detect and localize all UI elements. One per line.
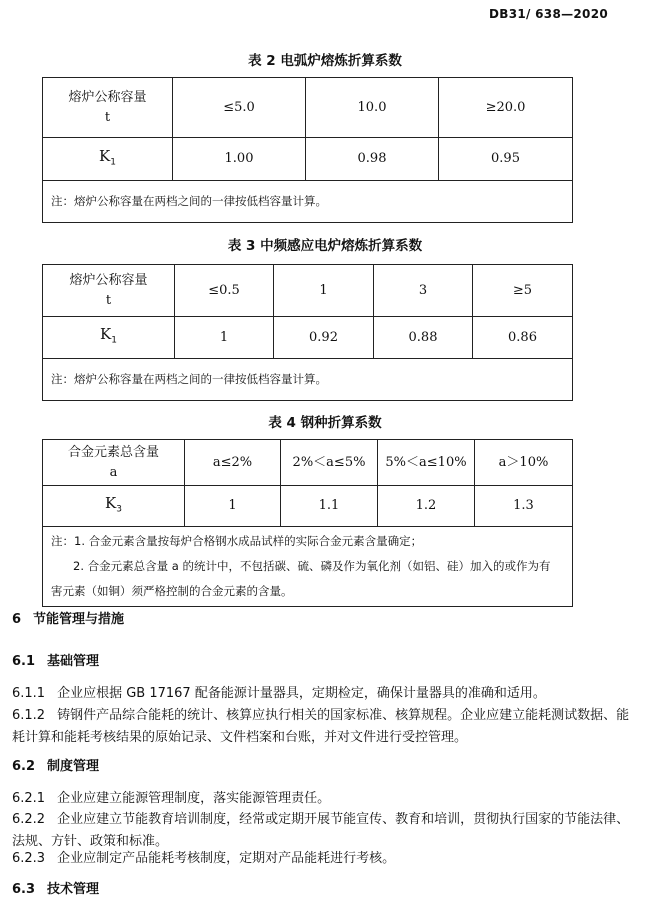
- row-header-alloy-content: 合金元素总含量 a: [43, 440, 185, 486]
- table-2-title: 表 2 电弧炉熔炼折算系数: [248, 53, 402, 69]
- document-code: DB31/ 638—2020: [488, 7, 608, 21]
- table-2: [42, 77, 573, 223]
- table-row: [43, 440, 573, 486]
- table-cell: 3: [374, 265, 473, 317]
- table-cell: 0.92: [274, 317, 374, 359]
- note-line: 2. 合金元素总含量 a 的统计中，不包括碳、硫、磷及作为氧化剂（如铝、硅）加入的或作为有: [73, 559, 551, 573]
- table-row: [43, 486, 573, 527]
- table-row: [43, 359, 573, 401]
- row-header-k1: $K_1$: [43, 317, 175, 359]
- row-header-capacity: 熔炉公称容量 t: [43, 265, 175, 317]
- note-line: 害元素（如铜）须严格控制的合金元素的含量。: [51, 584, 293, 598]
- table-cell: 2%＜a≤5%: [281, 440, 378, 486]
- clause-6-2-3: 6.2.3 企业应制定产品能耗考核制度，定期对产品能耗进行考核。: [12, 851, 396, 866]
- section-6-2-heading: 6.2 制度管理: [12, 759, 100, 774]
- table-4: [42, 439, 573, 607]
- section-6-heading: 6 节能管理与措施: [12, 612, 125, 627]
- table-cell: 1: [274, 265, 374, 317]
- clause-6-1-1: 6.1.1 企业应根据 GB 17167 配备能源计量器具，定期检定，确保计量器具的准确和适用。: [12, 686, 546, 701]
- table-3: [42, 264, 573, 401]
- table-row: [43, 265, 573, 317]
- table-cell: 5%＜a≤10%: [378, 440, 475, 486]
- table-cell: 1.00: [173, 138, 306, 181]
- table-cell: 0.98: [306, 138, 439, 181]
- clause-6-2-2: 6.2.2 企业应建立节能教育培训制度，经常或定期开展节能宣传、教育和培训，贯彻执行国家的节能法律、法规、方针、政策和标准。: [12, 812, 630, 849]
- table-row: [43, 317, 573, 359]
- section-6-3-heading: 6.3 技术管理: [12, 882, 100, 897]
- table-cell: a＞10%: [475, 440, 573, 486]
- table-row: [43, 78, 573, 138]
- table-cell: ≥5: [473, 265, 573, 317]
- table-note: [43, 527, 573, 607]
- table-note: 注：熔炉公称容量在两档之间的一律按低档容量计算。: [43, 359, 573, 401]
- table-note: 注：熔炉公称容量在两档之间的一律按低档容量计算。: [43, 181, 573, 223]
- table-cell: 1.2: [378, 486, 475, 527]
- table-cell: a≤2%: [185, 440, 281, 486]
- table-cell: ≥20.0: [439, 78, 573, 138]
- clause-6-1-2: 6.1.2 铸钢件产品综合能耗的统计、核算应执行相关的国家标准、核算规程。企业应建立能耗测试数据、能耗计算和能耗考核结果的原始记录、文件档案和台账，并对文件进行受控管理。: [12, 708, 630, 745]
- table-cell: 0.86: [473, 317, 573, 359]
- table-3-title: 表 3 中频感应电炉熔炼折算系数: [227, 238, 423, 254]
- table-4-title: 表 4 钢种折算系数: [268, 415, 382, 431]
- table-cell: 10.0: [306, 78, 439, 138]
- row-header-k1: $K_1$: [43, 138, 173, 181]
- row-header-capacity: 熔炉公称容量 t: [43, 78, 173, 138]
- table-cell: 1.3: [475, 486, 573, 527]
- table-row: [43, 527, 573, 607]
- table-row: [43, 138, 573, 181]
- table-cell: 1.1: [281, 486, 378, 527]
- table-cell: ≤0.5: [175, 265, 274, 317]
- table-cell: 0.88: [374, 317, 473, 359]
- note-line: 注：1. 合金元素含量按每炉合格钢水成品试样的实际合金元素含量确定；: [51, 534, 423, 548]
- section-6-1-heading: 6.1 基础管理: [12, 654, 100, 669]
- table-row: [43, 181, 573, 223]
- table-cell: 0.95: [439, 138, 573, 181]
- table-cell: 1: [185, 486, 281, 527]
- row-header-k3: $K_3$: [43, 486, 185, 527]
- table-cell: 1: [175, 317, 274, 359]
- clause-6-2-1: 6.2.1 企业应建立能源管理制度，落实能源管理责任。: [12, 791, 331, 806]
- table-cell: ≤5.0: [173, 78, 306, 138]
